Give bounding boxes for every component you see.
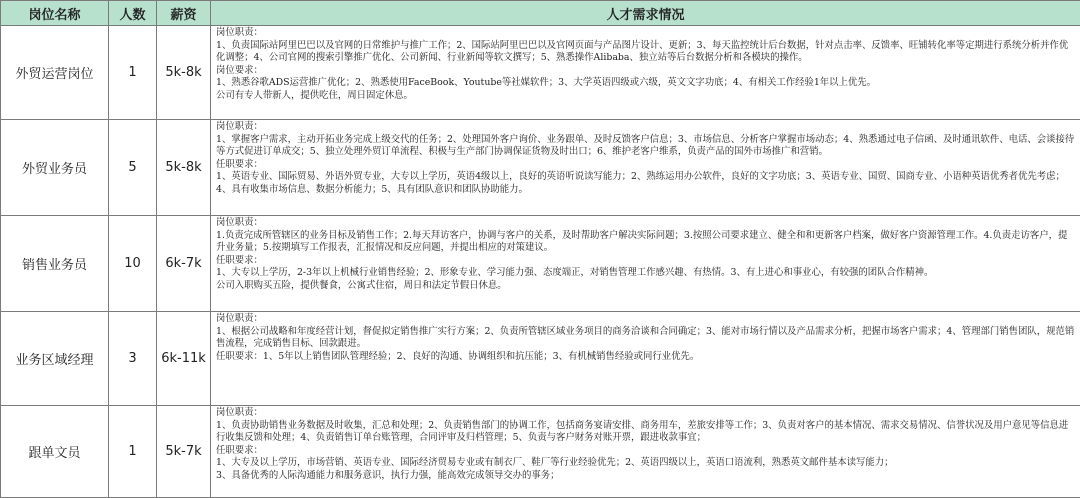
table-row	[1, 406, 1080, 498]
header-requirements: 人才需求情况	[211, 1, 1080, 26]
desc-line: 岗位职责：	[216, 407, 1076, 420]
desc-line: 岗位要求：	[216, 65, 1076, 78]
desc-line: 任职要求：	[216, 255, 1076, 268]
salary: 5k-8k	[157, 120, 211, 216]
salary: 6k-11k	[157, 312, 211, 406]
desc-line: 1、大专及以上学历，市场营销、英语专业、国际经济贸易专业或有制衣厂、鞋厂等行业经验优先；2、英语四级以上，英语口语流利，熟悉英文邮件基本读写能力；	[216, 457, 1076, 470]
position-title: 外贸运营岗位	[1, 26, 109, 120]
headcount: 1	[109, 26, 157, 120]
desc-line: 1、负责国际站阿里巴巴以及官网的日常维护与推广工作；2、国际站阿里巴巴以及官网页面与产品图片设计、更新；3、每天监控统计后台数据，针对点击率、反馈率、旺铺转化率等定期进行系统分析并作优化调整；4、公司官网的搜索引擎推广优化、公司新闻、行业新闻等软文撰写；5、熟悉操作Alibaba、独立站等后台数据分析和各模块的操作。	[216, 40, 1076, 65]
desc-line: 1、英语专业、国际贸易、外语外贸专业，大专以上学历，英语4级以上，良好的英语听说读写能力；2、熟练运用办公软件，良好的文字功底；3、英语专业、国贸、国商专业、小语种英语优秀者优先考虑；4、具有收集市场信息、数据分析能力；5、具有团队意识和团队协助能力。	[216, 171, 1076, 196]
header-count: 人数	[109, 1, 157, 26]
headcount: 5	[109, 120, 157, 216]
desc-line: 任职要求：	[216, 445, 1076, 458]
desc-line: 岗位职责：	[216, 313, 1076, 326]
table-row	[1, 312, 1080, 406]
requirements-cell	[211, 312, 1080, 406]
position-title: 业务区域经理	[1, 312, 109, 406]
requirements-cell	[211, 406, 1080, 498]
desc-line: 1、大专以上学历，2-3年以上机械行业销售经验；2、形象专业、学习能力强、态度端正，对销售管理工作感兴趣、有热情。3、有上进心和事业心，有较强的团队合作精神。	[216, 267, 1076, 280]
desc-line: 公司有专人带新人，提供吃住，周日固定休息。	[216, 90, 1076, 103]
header-salary: 薪资	[157, 1, 211, 26]
desc-line: 任职要求：1、5年以上销售团队管理经验；2、良好的沟通、协调组织和抗压能；3、有机械销售经验或同行业优先。	[216, 351, 1076, 364]
header-position: 岗位名称	[1, 1, 109, 26]
desc-line: 1、掌握客户需求，主动开拓业务完成上级交代的任务；2、处理国外客户询价、业务跟单、及时反馈客户信息；3、市场信息、分析客户掌握市场动态；4、熟悉通过电子信函、及时通讯软件、电话、会谈接待等方式促进订单成交；5、独立处理外贸订单流程、积极与生产部门协调保证货物及时出口；6、维护老客户维系，负责产品的国外市场推广和营销。	[216, 134, 1076, 159]
desc-line: 岗位职责：	[216, 27, 1076, 40]
salary: 5k-8k	[157, 26, 211, 120]
salary: 6k-7k	[157, 216, 211, 312]
requirements-cell	[211, 26, 1080, 120]
desc-line: 1、根据公司战略和年度经营计划，督促拟定销售推广实行方案；2、负责所管辖区域业务项目的商务洽谈和合同确定；3、能对市场行情以及产品需求分析，把握市场客户需求；4、管理部门销售团队，规范销售流程，完成销售目标、回款跟进。	[216, 326, 1076, 351]
requirements-cell	[211, 120, 1080, 216]
table-row	[1, 216, 1080, 312]
position-title: 跟单文员	[1, 406, 109, 498]
header-row	[1, 1, 1080, 26]
headcount: 10	[109, 216, 157, 312]
headcount: 3	[109, 312, 157, 406]
desc-line: 任职要求：	[216, 159, 1076, 172]
desc-line: 岗位职责：	[216, 121, 1076, 134]
table-row	[1, 26, 1080, 120]
desc-line: 公司入职购买五险，提供餐食，公寓式住宿，周日和法定节假日休息。	[216, 280, 1076, 293]
position-title: 销售业务员	[1, 216, 109, 312]
desc-line: 1.负责完成所管辖区的业务目标及销售工作；2.每天拜访客户，协调与客户的关系，及时帮助客户解决实际问题；3.按照公司要求建立、健全和和更新客户档案，做好客户资源管理工作。4.负责走访客户，提升业务量；5.按期填写工作报表，汇报情况和反应问题，并提出相应的对策建议。	[216, 230, 1076, 255]
position-title: 外贸业务员	[1, 120, 109, 216]
salary: 5k-7k	[157, 406, 211, 498]
desc-line: 1、熟悉谷歌ADS运营推广优化；2、熟悉使用FaceBook、Youtube等社媒软件；3、大学英语四级或六级，英文文字功底；4、有相关工作经验1年以上优先。	[216, 77, 1076, 90]
requirements-cell	[211, 216, 1080, 312]
headcount: 1	[109, 406, 157, 498]
desc-line: 岗位职责：	[216, 217, 1076, 230]
desc-line: 1、负责协助销售业务数据及时收集，汇总和处理；2、负责销售部门的协调工作，包括商务宴请安排、商务用车，差旅安排等工作；3、负责对客户的基本情况、需求交易情况、信誉状况及用户意见等信息进行收集反馈和处理；4、负责销售订单台账管理，合同评审及归档管理；5、负责与客户财务对账开票，跟进收款事宜；	[216, 420, 1076, 445]
desc-line: 3、具备优秀的人际沟通能力和服务意识，执行力强，能高效完成领导交办的事务；	[216, 470, 1076, 483]
table-row	[1, 120, 1080, 216]
